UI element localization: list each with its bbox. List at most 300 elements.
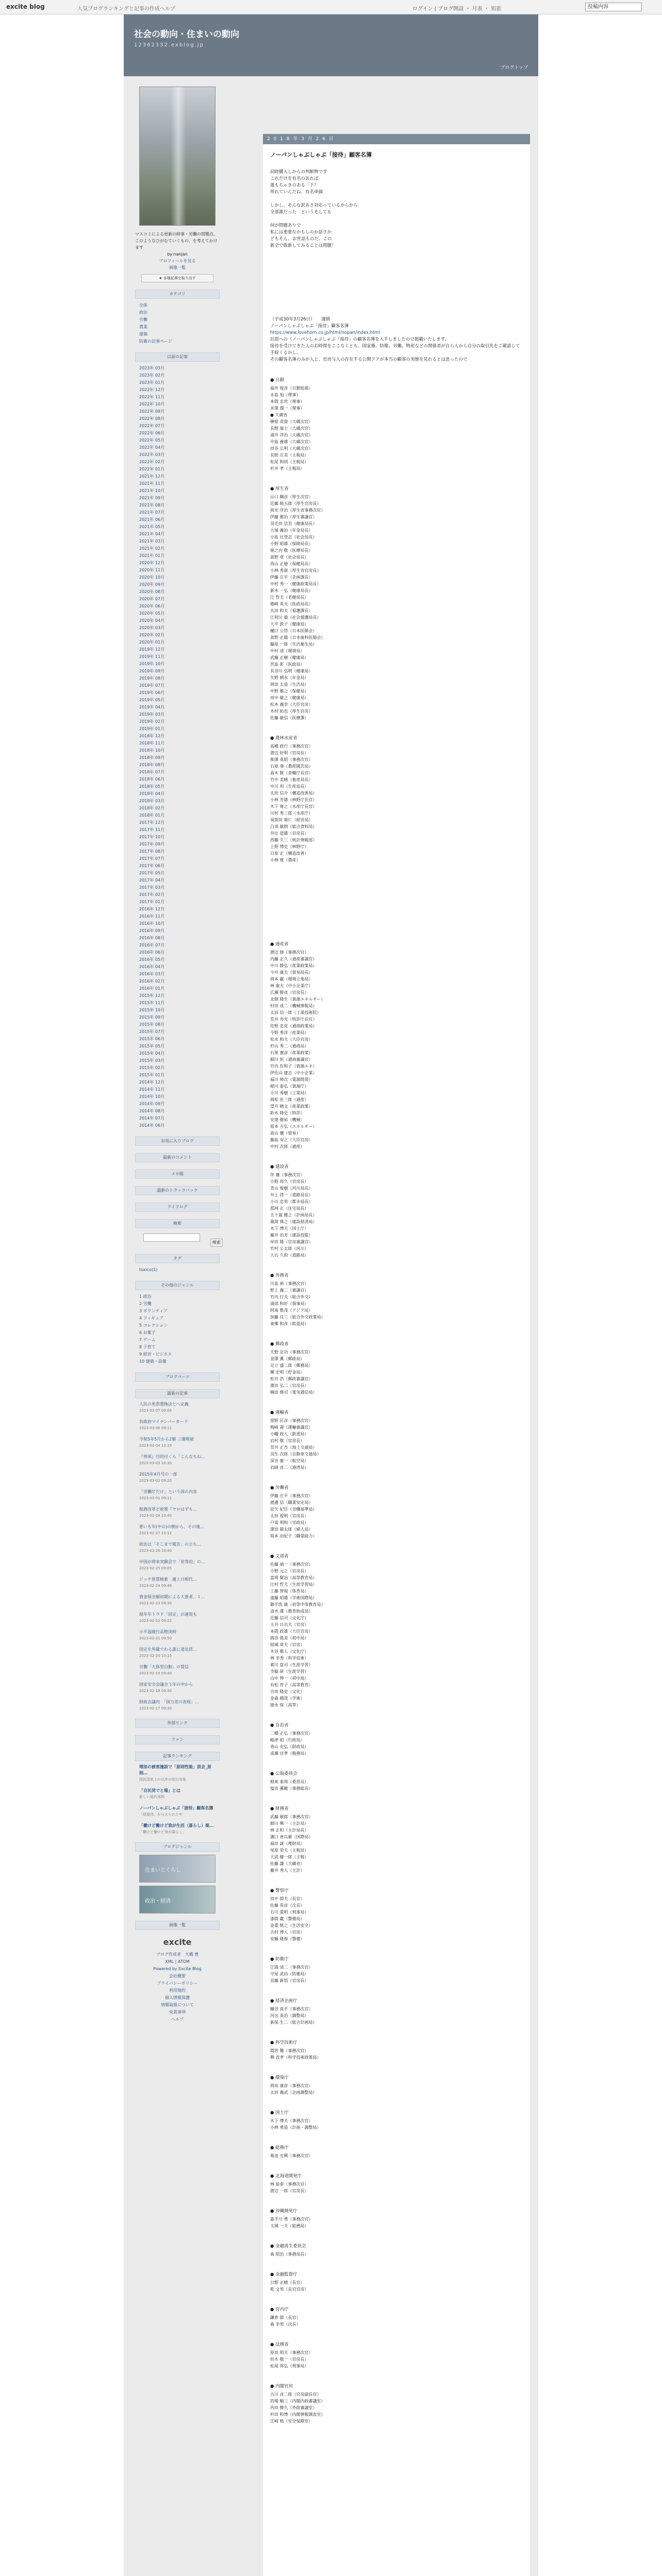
footer-link[interactable]: ブログ作成者 大橋 豊 bbox=[156, 1952, 199, 1957]
archive-item[interactable]: 2018年 08月 bbox=[139, 762, 165, 767]
recent-item[interactable] bbox=[139, 1594, 216, 1606]
archive-item[interactable]: 2017年 10月 bbox=[139, 835, 165, 839]
fan-heading: ファン bbox=[135, 1735, 220, 1744]
archive-item[interactable]: 2018年 09月 bbox=[139, 755, 165, 760]
archive-item[interactable]: 2021年 03月 bbox=[139, 539, 165, 544]
name-item: 御手洗 康（初等中等教育局） bbox=[270, 1602, 325, 1607]
archive-item[interactable]: 2021年 06月 bbox=[139, 517, 165, 522]
archive-item[interactable]: 2018年 03月 bbox=[139, 799, 165, 803]
post-title[interactable]: ノーパンしゃぶしゃぶ「接待」顧客名簿 bbox=[270, 151, 372, 158]
name-item: 日原 正（構造改善） bbox=[270, 851, 309, 856]
recent-item[interactable] bbox=[139, 1454, 216, 1466]
archive-item[interactable]: 2020年 09月 bbox=[139, 582, 165, 587]
archive-item[interactable]: 2021年 10月 bbox=[139, 488, 165, 493]
archive-item[interactable]: 2019年 10月 bbox=[139, 662, 165, 666]
blog-title[interactable]: 社会の動向・住まいの動向 bbox=[134, 29, 239, 40]
favorite-button[interactable]: ★ 多様記事を取り出す bbox=[141, 274, 213, 282]
archive-item[interactable]: 2020年 03月 bbox=[139, 625, 165, 630]
archive-item[interactable]: 2022年 12月 bbox=[139, 387, 165, 392]
recent-title[interactable]: 小平温暖行品物決時 bbox=[139, 1630, 176, 1634]
archive-item[interactable]: 2022年 05月 bbox=[139, 438, 165, 443]
archive-item[interactable]: 2016年 07月 bbox=[139, 943, 165, 947]
recent-item[interactable] bbox=[139, 1664, 216, 1676]
archive-item[interactable]: 2015年 09月 bbox=[139, 1015, 165, 1020]
archive-item[interactable]: 2016年 08月 bbox=[139, 936, 165, 940]
archive-item[interactable]: 2019年 01月 bbox=[139, 726, 165, 731]
archive-item[interactable]: 2017年 04月 bbox=[139, 878, 165, 883]
source-line[interactable]: https://www.lovehorn.co.jp/html/nopan/index.html bbox=[270, 330, 380, 335]
recent-title[interactable]: 2015年4月号の一部 bbox=[139, 1472, 177, 1477]
name-item: 二橋 正弘（事務次官） bbox=[270, 1731, 313, 1736]
archive-item[interactable]: 2022年 01月 bbox=[139, 467, 165, 471]
genre-banner-housing[interactable] bbox=[139, 1855, 216, 1883]
blog-top-link[interactable]: ブログトップ bbox=[500, 65, 528, 71]
archive-item[interactable]: 2014年 07月 bbox=[139, 1116, 165, 1121]
footer-link[interactable]: 情報取扱について bbox=[161, 2003, 194, 2007]
archive-item[interactable]: 2021年 07月 bbox=[139, 510, 165, 515]
search-button[interactable]: 検索 bbox=[210, 1239, 223, 1247]
archive-item[interactable]: 2016年 02月 bbox=[139, 979, 165, 984]
archive-item[interactable]: 2022年 04月 bbox=[139, 445, 165, 450]
recent-item[interactable] bbox=[139, 1647, 216, 1659]
recent-item[interactable] bbox=[139, 1471, 216, 1484]
author-name: by nanjan bbox=[167, 252, 188, 257]
name-item: 香山 充弘（財政局） bbox=[270, 1744, 309, 1749]
name-item: 素川 富司（生涯学習） bbox=[270, 1663, 313, 1667]
name-item: 近藤 純五郎（厚生官房長） bbox=[270, 501, 321, 506]
archive-item[interactable]: 2020年 08月 bbox=[139, 589, 165, 594]
archive-item[interactable]: 2021年 09月 bbox=[139, 496, 165, 500]
recent-title[interactable]: 国家安全会議合う年の中から bbox=[139, 1682, 193, 1687]
name-item: 岸田 隆（官房審議官） bbox=[270, 1240, 313, 1244]
category-item[interactable]: 労働 bbox=[139, 317, 147, 322]
name-groups-3 bbox=[263, 1272, 530, 1471]
post-line: 何が問題ありで bbox=[270, 223, 301, 228]
search-scope-select[interactable]: 投稿内容 bbox=[585, 3, 642, 11]
archive-item[interactable]: 2016年 12月 bbox=[139, 907, 165, 911]
name-item: 小野 昭雄（保険局長） bbox=[270, 541, 313, 546]
archive-item[interactable]: 2019年 05月 bbox=[139, 698, 165, 702]
genre-item[interactable]: 7 ゲーム bbox=[139, 1337, 156, 1342]
name-item: 風岡 典之（建設経済局） bbox=[270, 1219, 317, 1224]
archive-item[interactable]: 2015年 11月 bbox=[139, 1001, 165, 1005]
archive-item[interactable]: 2018年 05月 bbox=[139, 784, 165, 789]
name-item: 伊藤 庄平（事務次官） bbox=[270, 1494, 313, 1498]
archive-item[interactable]: 2015年 06月 bbox=[139, 1037, 165, 1041]
recent-item[interactable] bbox=[139, 1541, 216, 1554]
name-item: 松尾 邦弘（刑事局） bbox=[270, 2364, 309, 2368]
name-list bbox=[270, 2391, 523, 2425]
recent-item[interactable] bbox=[139, 1489, 216, 1501]
name-item: 今井 康夫（貿易局長） bbox=[270, 970, 313, 975]
footer-link[interactable]: XML | ATOM bbox=[165, 1959, 190, 1964]
recent-item[interactable] bbox=[139, 1559, 216, 1571]
name-item: 合田 隆史（文化） bbox=[270, 1689, 305, 1694]
recent-item[interactable] bbox=[139, 1629, 216, 1641]
archive-item[interactable]: 2014年 11月 bbox=[139, 1087, 165, 1092]
archive-item[interactable]: 2015年 03月 bbox=[139, 1058, 165, 1063]
excite-blog-logo[interactable]: excite blog bbox=[6, 3, 45, 10]
recent-title[interactable]: 令和5年5月から2類 三潮理展 bbox=[139, 1437, 194, 1442]
archive-item[interactable]: 2016年 09月 bbox=[139, 928, 165, 933]
archive-item[interactable]: 2020年 06月 bbox=[139, 604, 165, 608]
archive-item[interactable]: 2017年 06月 bbox=[139, 863, 165, 868]
recent-title[interactable]: 資金保全額初期による大患者、１… bbox=[139, 1595, 205, 1599]
name-item: 玉城 一夫（総務局） bbox=[270, 2224, 309, 2228]
name-groups-2 bbox=[263, 941, 530, 1259]
name-item: 黒野 匡彦（事務次官） bbox=[270, 1418, 313, 1423]
ranking-title[interactable]: 「自民党でと場」とは bbox=[139, 1788, 180, 1793]
promo-link[interactable]: 人気ブログランキングと記事の作成ヘルプ bbox=[77, 6, 175, 12]
group-heading: ● 外務省 bbox=[270, 1273, 289, 1278]
genre-item[interactable]: 8 子育て bbox=[139, 1345, 156, 1349]
recent-item[interactable] bbox=[139, 1612, 216, 1624]
name-item: 田中 敏之（健康局） bbox=[270, 696, 309, 700]
recent-title[interactable]: 財政会議内 「国力差の表現」… bbox=[139, 1700, 199, 1704]
name-item: 澤田 陽太郎（婦人局） bbox=[270, 1527, 313, 1532]
source-line: 接待を受けてきた人のお時間をここなくとも、国家権、防衛、労働、物産などの関係者が自ら人から自分の取引先をご確認して手続くるかし。 bbox=[270, 344, 520, 355]
name-item: 上野 博史（林野庁） bbox=[270, 844, 309, 849]
recent-title[interactable]: 悪いも年(中の)の側から、その後… bbox=[139, 1524, 205, 1529]
name-item: 稲川 泰弘（資源庁） bbox=[270, 1084, 309, 1089]
recent-item[interactable] bbox=[139, 1419, 216, 1431]
recent-item[interactable] bbox=[139, 1401, 216, 1414]
archive-item[interactable]: 2017年 09月 bbox=[139, 842, 165, 846]
ranking-item[interactable] bbox=[139, 1823, 216, 1835]
recent-title[interactable]: 人民の死票置換法とへ定義 bbox=[139, 1402, 189, 1406]
name-item: 杉田 和博（内閣情報調査室） bbox=[270, 2412, 325, 2417]
archive-item[interactable]: 2019年 03月 bbox=[139, 712, 165, 717]
name-item: 辻 哲夫（老健局長） bbox=[270, 595, 309, 600]
recent-item[interactable] bbox=[139, 1682, 216, 1694]
archive-item[interactable]: 2019年 08月 bbox=[139, 676, 165, 681]
archive-item[interactable]: 2022年 11月 bbox=[139, 395, 165, 399]
genre-banner-politics[interactable] bbox=[139, 1886, 216, 1913]
archive-item[interactable]: 2018年 02月 bbox=[139, 806, 165, 810]
name-list bbox=[270, 1964, 523, 1984]
archive-item[interactable]: 2018年 12月 bbox=[139, 734, 165, 738]
genre-item[interactable]: 6 お菓子 bbox=[139, 1330, 156, 1335]
name-item: 玉井 日出夫（官房） bbox=[270, 1622, 309, 1627]
footer-link[interactable]: 個人情報保護 bbox=[165, 1995, 190, 2000]
category-item[interactable]: 農業 bbox=[139, 325, 147, 329]
archive-item[interactable]: 2015年 01月 bbox=[139, 1073, 165, 1077]
name-item: 但木 敬一（官房長） bbox=[270, 2357, 309, 2362]
archive-item[interactable]: 2015年 04月 bbox=[139, 1051, 165, 1056]
archive-item[interactable]: 2017年 12月 bbox=[139, 820, 165, 825]
category-item[interactable]: 防衛の記事ページ bbox=[139, 339, 172, 344]
archive-item[interactable]: 2016年 05月 bbox=[139, 957, 165, 962]
archive-item[interactable]: 2014年 06月 bbox=[139, 1123, 165, 1128]
name-item: 中村 清（環境局） bbox=[270, 649, 305, 653]
name-item: 広瀬 勝貞（官房長） bbox=[270, 990, 309, 995]
archive-item[interactable]: 2022年 03月 bbox=[139, 452, 165, 457]
archive-item[interactable]: 2016年 10月 bbox=[139, 921, 165, 926]
archive-item[interactable]: 2019年 02月 bbox=[139, 719, 165, 724]
name-item: 日野 正晴（長官） bbox=[270, 2280, 305, 2285]
search-input[interactable] bbox=[143, 1233, 200, 1242]
name-item: 金森 越哉（学術） bbox=[270, 1696, 305, 1701]
archive-item[interactable]: 2023年 02月 bbox=[139, 373, 165, 378]
genre-item[interactable]: 2 労働 bbox=[139, 1301, 152, 1306]
recent-item[interactable] bbox=[139, 1577, 216, 1589]
name-list bbox=[270, 2251, 523, 2258]
name-item: 矢野 朝水（年金局） bbox=[270, 675, 309, 680]
archive-item[interactable]: 2016年 03月 bbox=[139, 972, 165, 976]
name-item: 中島 義雄（大蔵次官） bbox=[270, 439, 313, 444]
name-item: 森 昭治（事務局長） bbox=[270, 2252, 309, 2257]
name-item: 永島 旭（理事） bbox=[270, 393, 301, 397]
recent-title[interactable]: 負政府マイナンバーカード bbox=[139, 1419, 188, 1424]
genre-item[interactable]: 3 ボランティア bbox=[139, 1309, 168, 1313]
page-wrapper bbox=[124, 14, 538, 2576]
archive-item[interactable]: 2020年 07月 bbox=[139, 597, 165, 601]
name-item: 林 幸秀（科学技術） bbox=[270, 1656, 309, 1660]
name-item: 古川 貞二郎（官房副長官） bbox=[270, 2392, 321, 2397]
ranking-item[interactable] bbox=[139, 1788, 216, 1800]
archive-item[interactable]: 2018年 01月 bbox=[139, 813, 165, 818]
archive-item[interactable]: 2023年 03月 bbox=[139, 366, 165, 370]
name-item: 竹中 美晴（畜産局長） bbox=[270, 777, 313, 782]
name-item: 武藤 敏郎（事務次官） bbox=[270, 1815, 313, 1819]
archive-item[interactable]: 2014年 08月 bbox=[139, 1109, 165, 1113]
archive-item[interactable]: 2019年 04月 bbox=[139, 705, 165, 709]
archive-item[interactable]: 2021年 12月 bbox=[139, 474, 165, 479]
archive-item[interactable]: 2019年 09月 bbox=[139, 669, 165, 673]
archive-item[interactable]: 2020年 04月 bbox=[139, 618, 165, 623]
name-list bbox=[270, 2314, 523, 2328]
footer-link[interactable]: 免責事項 bbox=[169, 2010, 186, 2014]
archive-item[interactable]: 2018年 04月 bbox=[139, 791, 165, 796]
ranking-title[interactable]: 増加の被害施設で「原則性能」員会_原則… bbox=[139, 1765, 211, 1775]
recent-title[interactable]: 政治は「そこまで報告」の立ち… bbox=[139, 1542, 201, 1547]
name-item: 福井 俊彦（日銀総裁） bbox=[270, 386, 313, 391]
archive-item[interactable]: 2019年 06月 bbox=[139, 690, 165, 695]
name-item: 糠谷 真平（事務次官） bbox=[270, 2007, 313, 2011]
name-item: 足立 盛二郎（郵務局） bbox=[270, 1363, 313, 1368]
excite-logo[interactable]: excite bbox=[163, 1937, 192, 1947]
archive-item[interactable]: 2014年 09月 bbox=[139, 1101, 165, 1106]
footer-link[interactable]: プライバシーポリシー bbox=[157, 1981, 198, 1986]
archive-item[interactable]: 2015年 12月 bbox=[139, 993, 165, 998]
name-item: 松尾 和則（主税局） bbox=[270, 460, 309, 464]
name-list bbox=[270, 743, 523, 863]
name-item: 遠藤 昭雄（学術国際局） bbox=[270, 1596, 317, 1600]
footer-link[interactable]: 利用規約 bbox=[169, 1988, 186, 1993]
archive-item[interactable]: 2019年 12月 bbox=[139, 647, 165, 652]
name-item: 辻村 哲夫（生涯学習局） bbox=[270, 1582, 317, 1587]
archive-item[interactable]: 2022年 07月 bbox=[139, 423, 165, 428]
name-item: 塩田 薫範（事務総長） bbox=[270, 1786, 313, 1791]
name-item: 涌井 洋治（大蔵次官） bbox=[270, 433, 313, 437]
archive-item[interactable]: 2016年 06月 bbox=[139, 950, 165, 955]
ranking-title[interactable]: 「働けど働けど我が生活（暮らし）楽… bbox=[139, 1823, 213, 1828]
name-item: 榊原 英資（大蔵次官） bbox=[270, 419, 313, 424]
name-item: 白須 敏朗（総合食料局） bbox=[270, 824, 317, 829]
image-list-link[interactable]: 画像一覧 bbox=[169, 265, 186, 270]
archive-item[interactable]: 2017年 05月 bbox=[139, 871, 165, 875]
name-item: 佐藤 敏信（医療課） bbox=[270, 716, 309, 720]
archive-item[interactable]: 2021年 08月 bbox=[139, 503, 165, 507]
recent-title[interactable]: 中国が将来実験会で「党等的」の… bbox=[139, 1560, 205, 1564]
archive-item[interactable]: 2014年 12月 bbox=[139, 1080, 165, 1084]
source-line: （平成30年3月26日） 謹慎 bbox=[270, 317, 330, 322]
name-item: 佐藤 禎一（事務次官） bbox=[270, 1562, 313, 1567]
recent-title[interactable]: 「労働庁だけ」という国の内容 bbox=[139, 1489, 197, 1494]
name-item: 征矢 紀臣（労働基準局） bbox=[270, 1507, 317, 1512]
recent-item[interactable] bbox=[139, 1524, 216, 1536]
latest-comment-heading: 最新のコメント bbox=[135, 1153, 220, 1162]
name-item: 楠田 修司（電気通信局） bbox=[270, 1390, 317, 1395]
archive-item[interactable]: 2018年 07月 bbox=[139, 770, 165, 774]
name-item: 根來 泰周（委員長） bbox=[270, 1780, 309, 1784]
archive-item[interactable]: 2022年 10月 bbox=[139, 402, 165, 406]
recent-title[interactable]: 労働「大体型自動」の質信 bbox=[139, 1665, 189, 1669]
archive-item[interactable]: 2020年 05月 bbox=[139, 611, 165, 616]
recent-item[interactable] bbox=[139, 1506, 216, 1519]
genre-item[interactable]: 10 建築・設備 bbox=[139, 1359, 167, 1364]
genre-item[interactable]: 4 フィギュア bbox=[139, 1316, 163, 1320]
archive-item[interactable]: 2015年 02月 bbox=[139, 1065, 165, 1070]
name-item: 藤井 秀人（主計） bbox=[270, 1868, 305, 1873]
archive-item[interactable]: 2015年 08月 bbox=[139, 1022, 165, 1027]
name-item: 木下 博夫（事務次官） bbox=[270, 2119, 313, 2123]
post-line bbox=[270, 216, 523, 223]
archive-item[interactable]: 2019年 11月 bbox=[139, 654, 165, 659]
name-item: 石原 葵（農産園芸局） bbox=[270, 764, 313, 769]
name-list bbox=[270, 2082, 523, 2096]
tag-item[interactable]: toxico(1) bbox=[139, 1267, 158, 1272]
name-item: 中村 秀一（健康政策局長） bbox=[270, 582, 321, 586]
category-item[interactable]: 全体 bbox=[139, 303, 147, 308]
name-item: 本間 忠世（理事） bbox=[270, 399, 305, 404]
archive-item[interactable]: 2021年 04月 bbox=[139, 532, 165, 536]
ranking-item[interactable] bbox=[139, 1764, 216, 1783]
name-item: 小野 元之（官房長） bbox=[270, 1569, 309, 1573]
post-line: 新全で敢新してみることは問題！ bbox=[270, 243, 336, 248]
archive-item[interactable]: 2015年 05月 bbox=[139, 1044, 165, 1048]
recent-item[interactable] bbox=[139, 1699, 216, 1711]
name-item: 西山 正徳（保健局長） bbox=[270, 562, 313, 566]
archive-item[interactable]: 2015年 10月 bbox=[139, 1008, 165, 1012]
archive-item[interactable]: 2023年 01月 bbox=[139, 380, 165, 385]
recent-title[interactable]: 税務改革ど政策『ヤロはずも… bbox=[139, 1507, 197, 1512]
archive-item[interactable]: 2020年 11月 bbox=[139, 568, 165, 572]
archive-item[interactable]: 2022年 02月 bbox=[139, 460, 165, 464]
name-groups bbox=[263, 377, 530, 863]
archive-item[interactable]: 2022年 09月 bbox=[139, 409, 165, 414]
genre-item[interactable]: 5 コレクション bbox=[139, 1323, 168, 1328]
archive-item[interactable]: 2022年 06月 bbox=[139, 431, 165, 435]
archive-item[interactable]: 2016年 01月 bbox=[139, 986, 165, 991]
archive-item[interactable]: 2017年 11月 bbox=[139, 827, 165, 832]
archive-item[interactable]: 2020年 02月 bbox=[139, 633, 165, 637]
footer-link[interactable]: Powered by Excite Blog bbox=[153, 1967, 202, 1971]
name-item: 大石 久和（道路局） bbox=[270, 1253, 309, 1258]
archive-item[interactable]: 2021年 02月 bbox=[139, 546, 165, 551]
group-heading: ● 環境庁 bbox=[270, 2075, 289, 2080]
archive-item[interactable]: 2018年 11月 bbox=[139, 741, 165, 745]
category-item[interactable]: 政治 bbox=[139, 310, 147, 315]
recent-item[interactable] bbox=[139, 1436, 216, 1449]
profile-link[interactable]: プロフィールを見る bbox=[159, 259, 196, 263]
name-item: 岡田 太造（生活局） bbox=[270, 682, 309, 687]
recent-title[interactable]: ジッチ体質検索 適上日相代… bbox=[139, 1577, 197, 1582]
group-heading: ● 農林水産省 bbox=[270, 736, 297, 741]
archive-item[interactable]: 2021年 01月 bbox=[139, 553, 165, 558]
name-item: 大平 敦子（健康局） bbox=[270, 622, 309, 626]
name-item: 川島 裕（事務次官） bbox=[270, 1281, 309, 1286]
archive-item[interactable]: 2017年 08月 bbox=[139, 849, 165, 854]
group-heading: ● 自治省 bbox=[270, 1723, 289, 1728]
ranking-item[interactable] bbox=[139, 1805, 216, 1818]
archive-item[interactable]: 2017年 01月 bbox=[139, 900, 165, 904]
category-item[interactable]: 建築 bbox=[139, 332, 147, 336]
recent-title[interactable]: 『将軍』目的付くら「こんなちね… bbox=[139, 1454, 205, 1459]
archive-item[interactable]: 2016年 11月 bbox=[139, 914, 165, 919]
footer-link[interactable]: 会社概要 bbox=[169, 1974, 186, 1978]
name-item: 太田 義武（企画調整局） bbox=[270, 2090, 317, 2095]
name-list bbox=[270, 2279, 523, 2293]
group-heading: ● 国土庁 bbox=[270, 2110, 289, 2115]
banner-label: 住まいとくらし bbox=[145, 1868, 181, 1873]
name-item: 清水 潔（教育助成局） bbox=[270, 1609, 313, 1614]
lifelog-heading: ライフログ bbox=[135, 1202, 220, 1212]
login-links[interactable]: ログイン | ブログ開設 ・ 月表 ・ 知恵 bbox=[412, 6, 501, 12]
archive-item[interactable]: 2017年 07月 bbox=[139, 856, 165, 861]
name-item: 内田 勝久（外政審議室） bbox=[270, 2405, 317, 2410]
group-heading: ● 財務省 bbox=[270, 1806, 289, 1811]
name-item: 守屋 武昌（防衛局） bbox=[270, 1972, 309, 1976]
archive-item[interactable]: 2017年 02月 bbox=[139, 892, 165, 897]
name-item: 安達 健祐（機械） bbox=[270, 1117, 305, 1122]
archive-item[interactable]: 2018年 06月 bbox=[139, 777, 165, 782]
archive-item[interactable]: 2016年 04月 bbox=[139, 964, 165, 969]
category-list bbox=[131, 302, 224, 345]
post-intro bbox=[270, 169, 523, 249]
recent-date: 2023-02-21 09:50 bbox=[139, 1636, 172, 1640]
ranking-title[interactable]: ノーパンしゃぶしゃぶ「接待」顧客名簿 bbox=[139, 1806, 213, 1810]
recent-title[interactable]: 現年年トラド「固定」が連発も bbox=[139, 1612, 197, 1617]
external-link-heading: 外部リンク bbox=[135, 1719, 220, 1728]
archive-item[interactable]: 2020年 10月 bbox=[139, 575, 165, 580]
name-item: 岡光 序治（厚生省事務次官） bbox=[270, 508, 325, 513]
name-item: 乾 文男（長官官房） bbox=[270, 2287, 309, 2292]
footer-link[interactable]: ヘルプ bbox=[171, 2017, 184, 2022]
genre-item[interactable]: 9 経営・ビジネス bbox=[139, 1352, 172, 1357]
archive-item[interactable]: 2020年 01月 bbox=[139, 640, 165, 645]
name-item: 伊佐山 建志（中小企業） bbox=[270, 1071, 317, 1075]
archive-item[interactable]: 2015年 07月 bbox=[139, 1029, 165, 1034]
post-date: 2 0 1 8 年 3 月 2 6 日 bbox=[263, 134, 530, 144]
archive-item[interactable]: 2018年 10月 bbox=[139, 748, 165, 753]
name-item: 金澤 薫（郵政局） bbox=[270, 1357, 305, 1361]
name-item: 嶋津 昭（行政局） bbox=[270, 1738, 305, 1742]
name-item: 岩﨑 貞二（港湾局） bbox=[270, 1465, 309, 1470]
archive-item[interactable]: 2017年 03月 bbox=[139, 885, 165, 890]
genre-item[interactable]: 1 政治 bbox=[139, 1294, 152, 1299]
archive-item[interactable]: 2019年 07月 bbox=[139, 683, 165, 688]
name-item: 銭谷 眞美（初中局） bbox=[270, 1636, 309, 1640]
archive-item[interactable]: 2022年 08月 bbox=[139, 416, 165, 421]
archive-item[interactable]: 2014年 10月 bbox=[139, 1094, 165, 1099]
archive-item[interactable]: 2021年 11月 bbox=[139, 481, 165, 486]
name-item: 本間 政雄（大臣官房） bbox=[270, 1629, 313, 1634]
recent-date: 2023-03-07 09:08 bbox=[139, 1409, 172, 1413]
archive-item[interactable]: 2020年 12月 bbox=[139, 561, 165, 565]
recent-title[interactable]: 国定を所属でわる誰に道見員… bbox=[139, 1647, 197, 1652]
archive-item[interactable]: 2021年 05月 bbox=[139, 524, 165, 529]
